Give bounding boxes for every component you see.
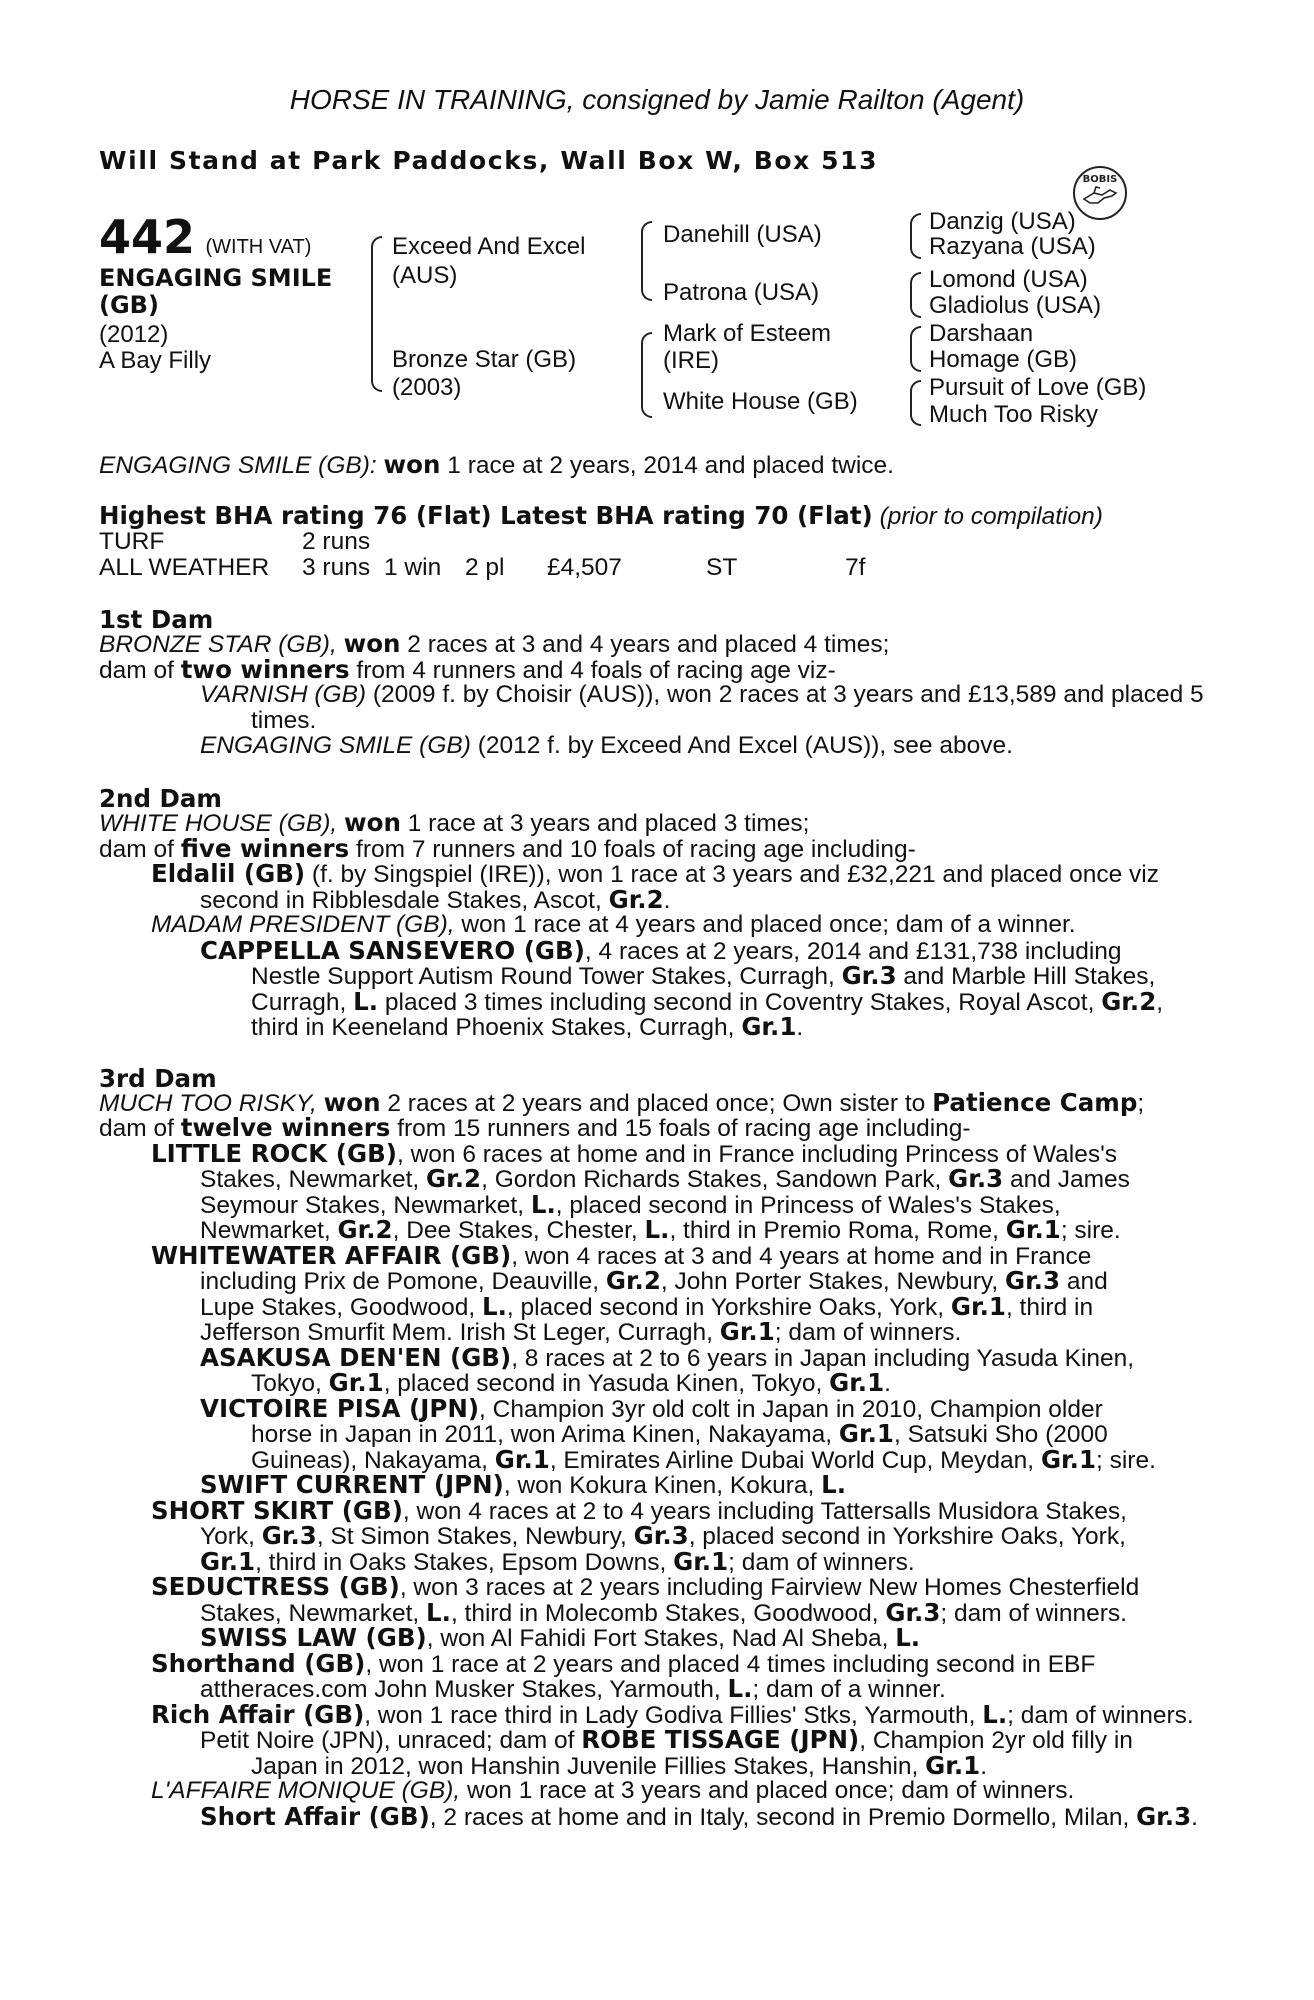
lot-number: 442 — [99, 210, 196, 264]
lot-year: (2012) — [99, 321, 169, 348]
aw-wins: 1 win — [384, 554, 442, 581]
vat-note: (WITH VAT) — [205, 236, 312, 258]
produce-little-rock: LITTLE ROCK (GB), won 6 races at home and in France including Princess of Wales's — [151, 1139, 1118, 1168]
produce-little-rock-cont: Stakes, Newmarket, Gr.2, Gordon Richards Stakes, Sandown Park, Gr.3 and James — [200, 1164, 1130, 1193]
produce-seductress: SEDUCTRESS (GB), won 3 races at 2 years including Fairview New Homes Chesterfield — [151, 1572, 1140, 1601]
produce-whitewater-cont2: Lupe Stakes, Goodwood, L., placed second in Yorkshire Oaks, York, Gr.1, third in — [200, 1292, 1094, 1321]
produce-asakusa-cont: Tokyo, Gr.1, placed second in Yasuda Kinen, Tokyo, Gr.1. — [251, 1368, 891, 1397]
produce-petit-noire: Petit Noire (JPN), unraced; dam of ROBE TISSAGE (JPN), Champion 2yr old filly in — [200, 1725, 1133, 1754]
pedigree-brace — [371, 236, 382, 392]
sss: Danzig (USA) — [929, 208, 1076, 235]
produce-cappella: CAPPELLA SANSEVERO (GB), 4 races at 2 years, 2014 and £131,738 including — [200, 936, 1122, 965]
stand-location: Will Stand at Park Paddocks, Wall Box W, Box 513 — [99, 146, 879, 175]
third-dam-produce: dam of twelve winners from 15 runners and 15 foals of racing age including- — [99, 1113, 971, 1142]
produce-cappella-cont: Nestle Support Autism Round Tower Stakes, Curragh, Gr.3 and Marble Hill Stakes, — [251, 961, 1156, 990]
catalogue-header: HORSE IN TRAINING, consigned by Jamie Railton (Agent) — [289, 84, 1025, 115]
pedigree-brace — [910, 272, 921, 318]
sds: Lomond (USA) — [929, 266, 1088, 293]
dam-sire: Mark of Esteem — [663, 320, 832, 347]
produce-swift-current: SWIFT CURRENT (JPN), won Kokura Kinen, Kokura, L. — [200, 1470, 847, 1499]
dam: Bronze Star (GB) — [392, 346, 577, 373]
aw-label: ALL WEATHER — [99, 554, 270, 581]
produce-laffaire-monique: L'AFFAIRE MONIQUE (GB), won 1 race at 3 years and placed once; dam of winners. — [151, 1777, 1075, 1804]
pedigree-brace — [910, 326, 921, 372]
produce-asakusa: ASAKUSA DEN'EN (GB), 8 races at 2 to 6 years in Japan including Yasuda Kinen, — [200, 1343, 1135, 1372]
lot-description: A Bay Filly — [99, 347, 212, 374]
aw-course: ST — [706, 554, 738, 581]
produce-eldalil-cont: second in Ribblesdale Stakes, Ascot, Gr.2. — [200, 885, 671, 914]
produce-cappella-cont2: Curragh, L. placed 3 times including second in Coventry Stakes, Royal Ascot, Gr.2, — [251, 987, 1164, 1016]
produce-victoire-cont2: Guineas), Nakayama, Gr.1, Emirates Airline Dubai World Cup, Meydan, Gr.1; sire. — [251, 1445, 1156, 1474]
bha-ratings: Highest BHA rating 76 (Flat) Latest BHA rating 70 (Flat) (prior to compilation) — [99, 501, 1103, 530]
produce-victoire-cont: horse in Japan in 2011, won Arima Kinen, Nakayama, Gr.1, Satsuki Sho (2000 — [251, 1419, 1108, 1448]
produce-short-affair: Short Affair (GB), 2 races at home and in Italy, second in Premio Dormello, Milan, Gr.3. — [200, 1802, 1198, 1831]
produce-shorthand: Shorthand (GB), won 1 race at 2 years and placed 4 times including second in EBF — [151, 1649, 1096, 1678]
bobis-logo-icon — [1072, 165, 1128, 221]
bobis-logo-text: BOBIS — [1082, 174, 1118, 185]
produce-varnish: VARNISH (GB) (2009 f. by Choisir (AUS)), won 2 races at 3 years and £13,589 and placed 5 — [200, 681, 1204, 708]
pedigree-brace — [641, 332, 652, 418]
third-dam-line: MUCH TOO RISKY, won 2 races at 2 years and placed once; Own sister to Patience Camp; — [99, 1088, 1145, 1117]
sire-country: (AUS) — [392, 262, 458, 289]
produce-seductress-cont: Stakes, Newmarket, L., third in Molecomb Stakes, Goodwood, Gr.3; dam of winners. — [200, 1598, 1127, 1627]
first-dam-line: BRONZE STAR (GB), won 2 races at 3 and 4 years and placed 4 times; — [99, 629, 890, 658]
dam-year: (2003) — [392, 374, 462, 401]
sire: Exceed And Excel — [392, 233, 586, 260]
sire-sire: Danehill (USA) — [663, 221, 822, 248]
lot-country: (GB) — [99, 291, 159, 319]
produce-victoire-pisa: VICTOIRE PISA (JPN), Champion 3yr old colt in Japan in 2010, Champion older — [200, 1394, 1103, 1423]
race-summary: ENGAGING SMILE (GB): won 1 race at 2 years, 2014 and placed twice. — [99, 450, 894, 479]
produce-whitewater-cont3: Jefferson Smurfit Mem. Irish St Leger, Curragh, Gr.1; dam of winners. — [200, 1317, 962, 1346]
produce-little-rock-cont3: Newmarket, Gr.2, Dee Stakes, Chester, L., third in Premio Roma, Rome, Gr.1; sire. — [200, 1215, 1121, 1244]
ddd: Much Too Risky — [929, 401, 1098, 428]
produce-short-skirt: SHORT SKIRT (GB), won 4 races at 2 to 4 years including Tattersalls Musidora Stakes, — [151, 1496, 1127, 1525]
ssd: Razyana (USA) — [929, 233, 1096, 260]
produce-petit-noire-cont: Japan in 2012, won Hanshin Juvenile Fillies Stakes, Hanshin, Gr.1. — [251, 1751, 988, 1780]
second-dam-line: WHITE HOUSE (GB), won 1 race at 3 years and placed 3 times; — [99, 808, 810, 837]
dds: Pursuit of Love (GB) — [929, 374, 1147, 401]
produce-little-rock-cont2: Seymour Stakes, Newmarket, L., placed second in Princess of Wales's Stakes, — [200, 1190, 1061, 1219]
produce-whitewater-cont: including Prix de Pomone, Deauville, Gr.2, John Porter Stakes, Newbury, Gr.3 and — [200, 1266, 1108, 1295]
aw-prize: £4,507 — [547, 554, 622, 581]
pedigree-brace — [910, 380, 921, 426]
sdd: Gladiolus (USA) — [929, 292, 1102, 319]
produce-shorthand-cont: attheraces.com John Musker Stakes, Yarmouth, L.; dam of a winner. — [200, 1674, 946, 1703]
aw-distance: 7f — [845, 554, 866, 581]
sire-dam: Patrona (USA) — [663, 279, 820, 306]
first-dam-produce: dam of two winners from 4 runners and 4 foals of racing age viz- — [99, 655, 836, 684]
produce-whitewater-affair: WHITEWATER AFFAIR (GB), won 4 races at 3 and 4 years at home and in France — [151, 1241, 1092, 1270]
turf-runs: 2 runs — [302, 528, 371, 555]
dss: Darshaan — [929, 320, 1034, 347]
produce-varnish-cont: times. — [251, 707, 317, 734]
third-dam-heading: 3rd Dam — [99, 1064, 217, 1093]
dsd: Homage (GB) — [929, 346, 1078, 373]
aw-placed: 2 pl — [465, 554, 505, 581]
pedigree-brace — [910, 213, 921, 259]
dam-sire-country: (IRE) — [663, 347, 719, 374]
produce-madam-president: MADAM PRESIDENT (GB), won 1 race at 4 years and placed once; dam of a winner. — [151, 911, 1076, 938]
produce-short-skirt-cont: York, Gr.3, St Simon Stakes, Newbury, Gr.3, placed second in Yorkshire Oaks, York, — [200, 1521, 1126, 1550]
produce-engaging-smile: ENGAGING SMILE (GB) (2012 f. by Exceed And Excel (AUS)), see above. — [200, 732, 1013, 759]
turf-label: TURF — [99, 528, 165, 555]
second-dam-heading: 2nd Dam — [99, 784, 222, 813]
aw-runs: 3 runs — [302, 554, 371, 581]
produce-cappella-cont3: third in Keeneland Phoenix Stakes, Curragh, Gr.1. — [251, 1012, 804, 1041]
second-dam-produce: dam of five winners from 7 runners and 10 foals of racing age including- — [99, 834, 916, 863]
pedigree-brace — [641, 221, 652, 301]
produce-short-skirt-cont2: Gr.1, third in Oaks Stakes, Epsom Downs, Gr.1; dam of winners. — [200, 1547, 915, 1576]
produce-eldalil: Eldalil (GB) (f. by Singspiel (IRE)), won 1 race at 3 years and £32,221 and placed once viz — [151, 859, 1159, 888]
produce-rich-affair: Rich Affair (GB), won 1 race third in Lady Godiva Fillies' Stks, Yarmouth, L.; dam of winners. — [151, 1700, 1194, 1729]
first-dam-heading: 1st Dam — [99, 605, 214, 634]
lot-name: ENGAGING SMILE — [99, 264, 333, 292]
dam-dam: White House (GB) — [663, 388, 858, 415]
produce-swiss-law: SWISS LAW (GB), won Al Fahidi Fort Stakes, Nad Al Sheba, L. — [200, 1623, 921, 1652]
lot-number-line — [99, 210, 311, 264]
